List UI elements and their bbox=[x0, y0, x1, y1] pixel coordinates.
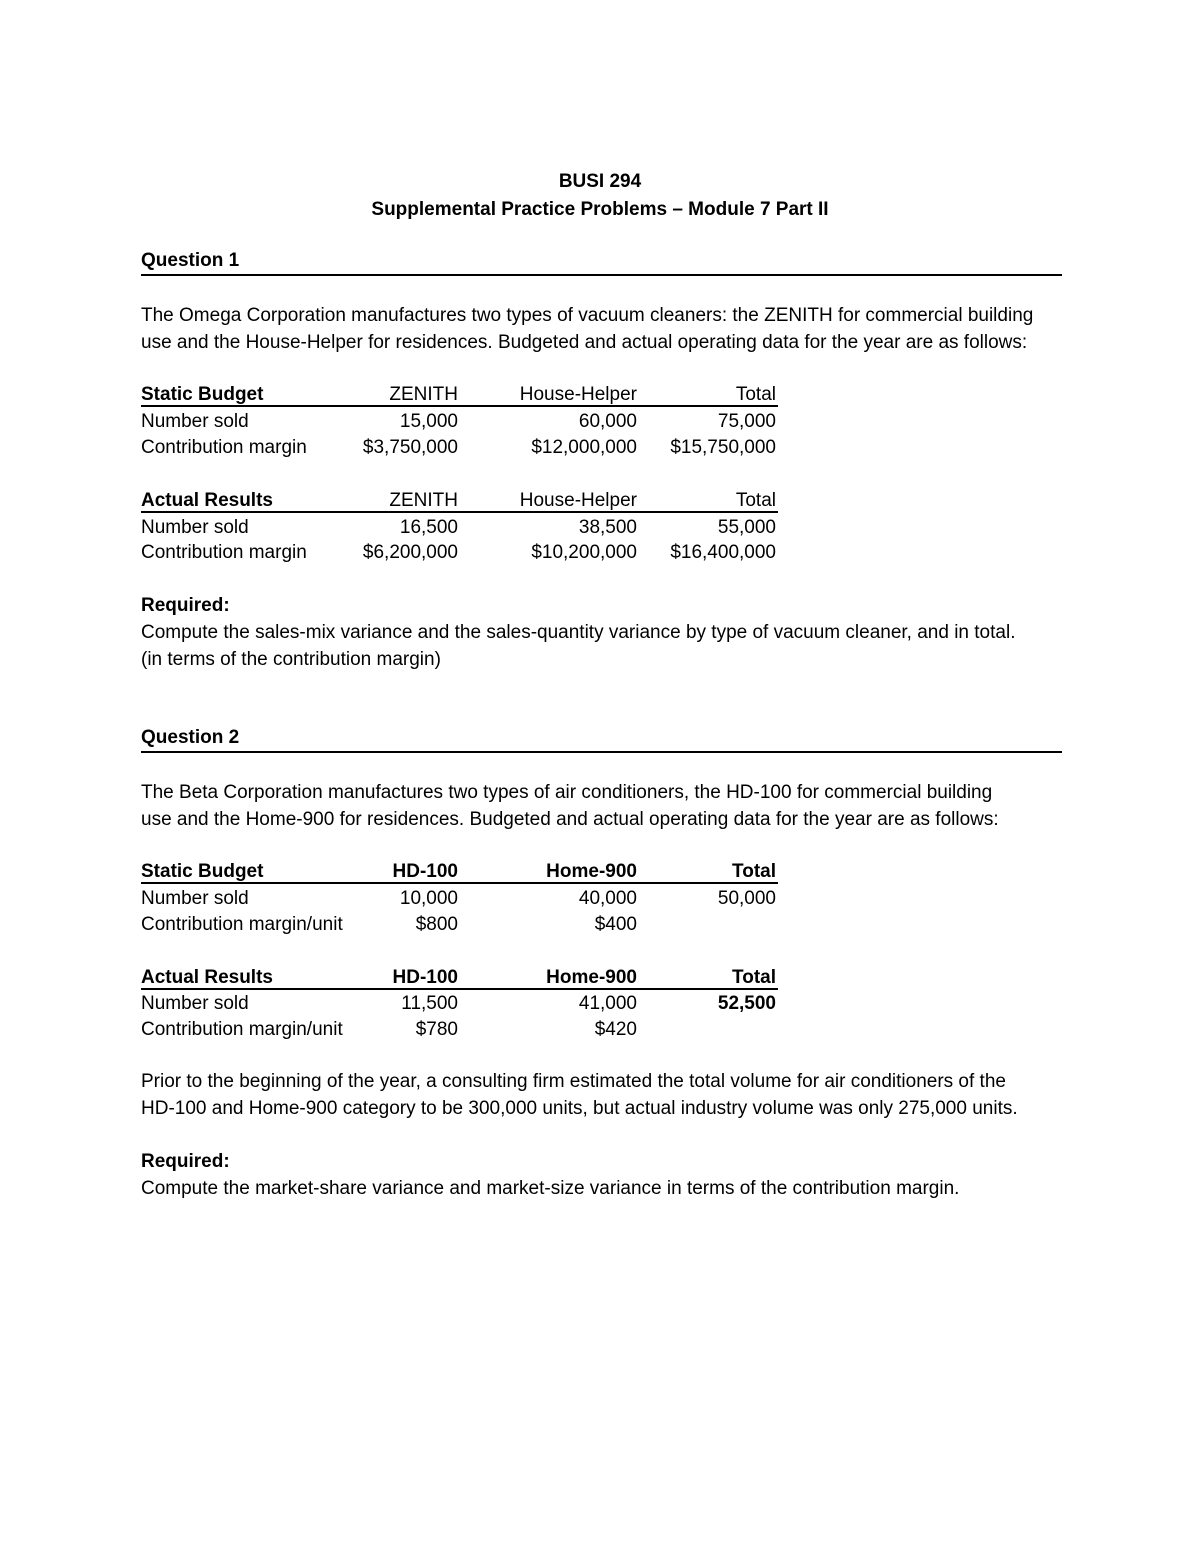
question-2-intro-line-2: use and the Home-900 for residences. Budgeted and actual operating data for the year are as follows: bbox=[141, 809, 999, 830]
table-cell: 10,000 bbox=[399, 888, 458, 909]
question-1-intro-line-1: The Omega Corporation manufactures two types of vacuum cleaners: the ZENITH for commercial building bbox=[141, 305, 1034, 326]
document-subtitle: Supplemental Practice Problems – Module 7 Part II bbox=[371, 199, 829, 220]
table-header-col-1: HD-100 bbox=[392, 861, 458, 882]
table-header-col-3: Total bbox=[732, 861, 776, 882]
table-cell: 15,000 bbox=[399, 411, 458, 432]
question-2-divider bbox=[141, 751, 1062, 753]
table-cell: 38,500 bbox=[578, 517, 637, 538]
table-cell: $780 bbox=[415, 1019, 458, 1040]
table-cell: 52,500 bbox=[717, 993, 776, 1014]
table-cell: 75,000 bbox=[717, 411, 776, 432]
table-header-label: Static Budget bbox=[141, 384, 264, 405]
table-cell: $400 bbox=[594, 914, 637, 935]
question-2-title: Question 2 bbox=[141, 727, 240, 748]
table-cell: 60,000 bbox=[578, 411, 637, 432]
table-cell: $15,750,000 bbox=[670, 437, 776, 458]
table-header-col-1: ZENITH bbox=[389, 490, 458, 511]
table-header-col-1: ZENITH bbox=[389, 384, 458, 405]
table-cell: 11,500 bbox=[401, 993, 458, 1014]
table-cell: $10,200,000 bbox=[531, 542, 637, 563]
question-2-intro-line-1: The Beta Corporation manufactures two types of air conditioners, the HD-100 for commercial building bbox=[141, 782, 993, 803]
table-header-col-2: Home-900 bbox=[546, 967, 637, 988]
table-row-label: Number sold bbox=[141, 993, 249, 1014]
question-2-prior-line-1: Prior to the beginning of the year, a consulting firm estimated the total volume for air conditioners of the bbox=[141, 1071, 1006, 1092]
table-header-underline bbox=[141, 882, 778, 884]
table-row-label: Contribution margin bbox=[141, 437, 307, 458]
table-header-col-2: Home-900 bbox=[546, 861, 637, 882]
question-2-required-line-1: Compute the market-share variance and market-size variance in terms of the contribution margin. bbox=[141, 1178, 960, 1199]
table-cell: $6,200,000 bbox=[362, 542, 458, 563]
table-header-underline bbox=[141, 988, 778, 990]
table-row-label: Number sold bbox=[141, 888, 249, 909]
table-cell: 55,000 bbox=[717, 517, 776, 538]
question-1-divider bbox=[141, 274, 1062, 276]
question-1-required-label: Required: bbox=[141, 595, 230, 616]
table-header-col-3: Total bbox=[735, 384, 776, 405]
table-header-label: Actual Results bbox=[141, 490, 273, 511]
table-cell: $16,400,000 bbox=[670, 542, 776, 563]
table-row-label: Number sold bbox=[141, 517, 249, 538]
table-cell: 16,500 bbox=[399, 517, 458, 538]
table-cell: 41,000 bbox=[578, 993, 637, 1014]
table-cell: 40,000 bbox=[578, 888, 637, 909]
table-row-label: Contribution margin/unit bbox=[141, 914, 343, 935]
table-header-col-3: Total bbox=[732, 967, 776, 988]
table-row-label: Contribution margin/unit bbox=[141, 1019, 343, 1040]
question-1-intro-line-2: use and the House-Helper for residences. Budgeted and actual operating data for the year are as follows: bbox=[141, 332, 1028, 353]
table-cell: 50,000 bbox=[717, 888, 776, 909]
question-1-title: Question 1 bbox=[141, 250, 240, 271]
question-1-required-line-1: Compute the sales-mix variance and the sales-quantity variance by type of vacuum cleaner, and in total. bbox=[141, 622, 1016, 643]
table-header-col-1: HD-100 bbox=[392, 967, 458, 988]
table-header-label: Actual Results bbox=[141, 967, 273, 988]
course-title: BUSI 294 bbox=[558, 171, 642, 192]
table-header-col-2: House-Helper bbox=[519, 384, 637, 405]
table-cell: $420 bbox=[594, 1019, 637, 1040]
question-2-required-label: Required: bbox=[141, 1151, 230, 1172]
table-header-underline bbox=[141, 405, 778, 407]
table-cell: $12,000,000 bbox=[531, 437, 637, 458]
question-2-prior-line-2: HD-100 and Home-900 category to be 300,000 units, but actual industry volume was only 275,000 units. bbox=[141, 1098, 1018, 1119]
table-row-label: Contribution margin bbox=[141, 542, 307, 563]
question-1-required-line-2: (in terms of the contribution margin) bbox=[141, 649, 441, 670]
table-header-underline bbox=[141, 511, 778, 513]
table-row-label: Number sold bbox=[141, 411, 249, 432]
table-cell: $800 bbox=[415, 914, 458, 935]
table-cell: $3,750,000 bbox=[362, 437, 458, 458]
table-header-col-2: House-Helper bbox=[519, 490, 637, 511]
table-header-label: Static Budget bbox=[141, 861, 264, 882]
table-header-col-3: Total bbox=[735, 490, 776, 511]
